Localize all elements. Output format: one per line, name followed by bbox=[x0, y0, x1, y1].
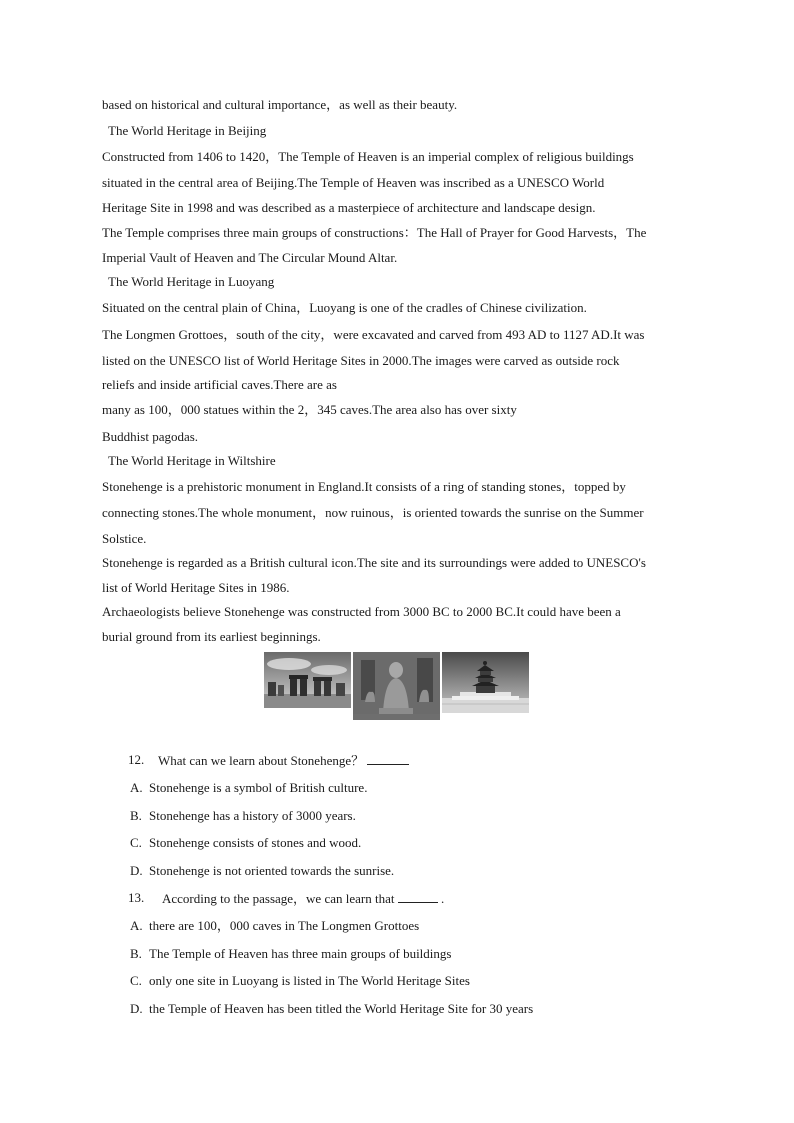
option-letter: A. bbox=[130, 780, 143, 795]
option-text: Stonehenge is a symbol of British culture. bbox=[149, 780, 368, 795]
option-text: the Temple of Heaven has been titled the World Heritage Site for 30 years bbox=[149, 1001, 534, 1016]
paragraph-line: burial ground from its earliest beginnings. bbox=[102, 629, 321, 644]
passage-intro: based on historical and cultural importance，as well as their beauty. bbox=[102, 97, 458, 112]
paragraph-line: The Longmen Grottoes，south of the city，were excavated and carved from 493 AD to 1127 AD.It was bbox=[102, 327, 645, 342]
option-letter: B. bbox=[130, 808, 142, 823]
question-prompt: According to the passage，we can learn that bbox=[162, 891, 395, 906]
option-text: Stonehenge consists of stones and wood. bbox=[149, 835, 362, 850]
answer-blank[interactable] bbox=[367, 752, 409, 765]
paragraph-line: Constructed from 1406 to 1420，The Temple of Heaven is an imperial complex of religious buildings bbox=[102, 149, 634, 164]
stonehenge-photo bbox=[264, 652, 351, 708]
section-heading-luoyang: The World Heritage in Luoyang bbox=[108, 274, 275, 289]
stonehenge-image-icon bbox=[264, 652, 351, 708]
paragraph-line: list of World Heritage Sites in 1986. bbox=[102, 580, 290, 595]
question-number: 13. bbox=[128, 890, 145, 905]
paragraph-line: situated in the central area of Beijing.The Temple of Heaven was inscribed as a UNESCO World bbox=[102, 175, 605, 190]
longmen-grottoes-photo bbox=[353, 652, 440, 720]
temple-image-icon bbox=[442, 652, 529, 713]
option-letter: B. bbox=[130, 946, 142, 961]
question-prompt-end: . bbox=[440, 891, 445, 906]
paragraph-line: Solstice. bbox=[102, 531, 147, 546]
paragraph-line: listed on the UNESCO list of World Heritage Sites in 2000.The images were carved as outside rock bbox=[102, 353, 620, 368]
temple-of-heaven-photo bbox=[442, 652, 529, 713]
question-text bbox=[158, 752, 409, 769]
paragraph-line: Situated on the central plain of China，Luoyang is one of the cradles of Chinese civilization. bbox=[102, 300, 587, 315]
option-text: there are 100，000 caves in The Longmen Grottoes bbox=[149, 918, 420, 933]
question-number: 12. bbox=[128, 752, 145, 767]
option-text: Stonehenge has a history of 3000 years. bbox=[149, 808, 356, 823]
paragraph-line: Stonehenge is a prehistoric monument in England.It consists of a ring of standing stones，topped by bbox=[102, 479, 626, 494]
paragraph-line: Archaeologists believe Stonehenge was constructed from 3000 BC to 2000 BC.It could have been a bbox=[102, 604, 621, 619]
option-letter: C. bbox=[130, 973, 142, 988]
option-text: Stonehenge is not oriented towards the sunrise. bbox=[149, 863, 395, 878]
paragraph-line: Heritage Site in 1998 and was described as a masterpiece of architecture and landscape design. bbox=[102, 200, 596, 215]
paragraph-line: connecting stones.The whole monument，now ruinous，is oriented towards the sunrise on the Summer bbox=[102, 505, 644, 520]
photo-strip bbox=[264, 652, 530, 722]
section-heading-beijing: The World Heritage in Beijing bbox=[108, 123, 267, 138]
paragraph-line: The Temple comprises three main groups of constructions：The Hall of Prayer for Good Harvests，The bbox=[102, 225, 647, 240]
option-text: only one site in Luoyang is listed in The World Heritage Sites bbox=[149, 973, 470, 988]
option-letter: D. bbox=[130, 863, 143, 878]
section-heading-wiltshire: The World Heritage in Wiltshire bbox=[108, 453, 276, 468]
paragraph-line: Buddhist pagodas. bbox=[102, 429, 199, 444]
answer-blank[interactable] bbox=[398, 890, 438, 903]
buddha-statue-image-icon bbox=[353, 652, 440, 720]
option-letter: C. bbox=[130, 835, 142, 850]
paragraph-line: Stonehenge is regarded as a British cultural icon.The site and its surroundings were added to UNESCO's bbox=[102, 555, 646, 570]
question-text bbox=[162, 890, 444, 907]
paragraph-line: Imperial Vault of Heaven and The Circular Mound Altar. bbox=[102, 250, 398, 265]
option-letter: D. bbox=[130, 1001, 143, 1016]
option-text: The Temple of Heaven has three main groups of buildings bbox=[149, 946, 452, 961]
paragraph-line: reliefs and inside artificial caves.There are as bbox=[102, 377, 337, 392]
option-letter: A. bbox=[130, 918, 143, 933]
paragraph-line: many as 100，000 statues within the 2，345 caves.The area also has over sixty bbox=[102, 402, 517, 417]
question-prompt: What can we learn about Stonehenge？ bbox=[158, 753, 365, 768]
